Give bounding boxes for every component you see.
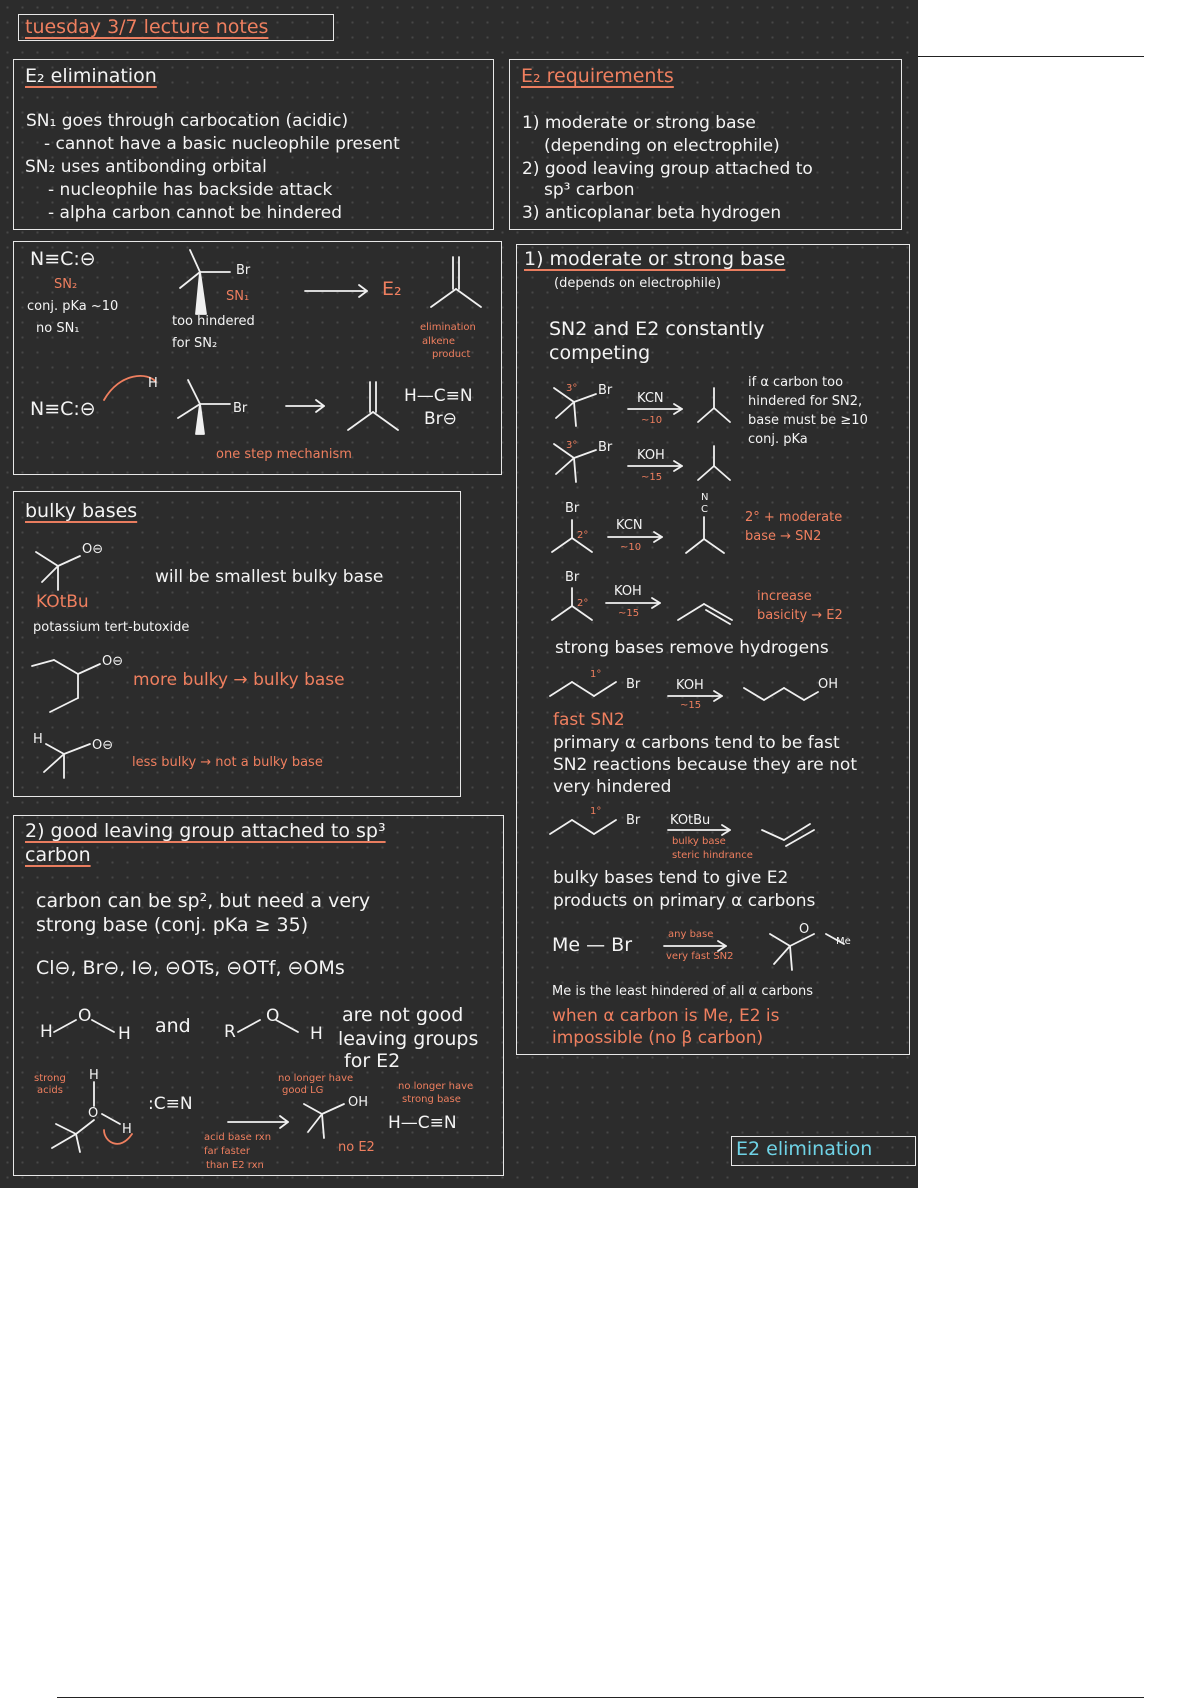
top-rule [918, 56, 1144, 57]
water-h-right: H [118, 1024, 131, 1044]
deg1-label-2: 1° [590, 806, 602, 817]
note-hindered-1: if α carbon too [748, 375, 844, 390]
note-increase-1: increase [757, 589, 812, 604]
bulky-alkoxide-structure [30, 656, 110, 716]
o-minus-2: O⊖ [102, 654, 124, 669]
reaction-arrow-1 [305, 283, 375, 299]
competing-1: SN2 and E2 constantly [549, 318, 765, 340]
requirement-3: 3) anticoplanar beta hydrogen [522, 203, 782, 223]
moderate-base-title: 1) moderate or strong base [524, 248, 786, 270]
not-good-3: for E2 [344, 1050, 401, 1072]
elim-product-1: elimination [420, 322, 476, 333]
pk10-label-2: ~10 [620, 542, 642, 553]
br-label-2: Br [233, 401, 248, 416]
isopropyl-bromide-structure-1 [548, 518, 602, 558]
primary-2: SN2 reactions because they are not [553, 755, 857, 775]
requirement-1: 1) moderate or strong base [522, 113, 756, 133]
competing-2: competing [549, 342, 651, 364]
note-sn2-2: base → SN2 [745, 529, 822, 544]
tert-butyl-methyl-ether-structure [766, 926, 866, 972]
ether-me: Me [836, 936, 851, 947]
alcohol-r: R [224, 1022, 236, 1042]
water-h-left: H [40, 1022, 53, 1042]
least-hindered-label: Me is the least hindered of all α carbons [552, 984, 814, 999]
not-good-2: leaving groups [338, 1028, 479, 1050]
koh-reagent-3: KOH [676, 678, 704, 693]
page-title: tuesday 3/7 lecture notes [25, 16, 269, 38]
alcohol-h: H [310, 1024, 323, 1044]
bromide-ion: Br⊖ [424, 409, 457, 429]
br-label-5: Br [565, 501, 580, 516]
curved-arrow-structure [100, 370, 250, 440]
deg2-label-1: 2° [577, 530, 589, 541]
no-longer-lg-1: no longer have [278, 1073, 354, 1084]
kcn-reagent-1: KCN [637, 391, 664, 406]
propyl-bromide-structure-2 [548, 810, 628, 840]
propanol-oh: OH [818, 677, 839, 692]
methyl-bromide: Me — Br [552, 934, 633, 956]
elim-product-3: product [432, 349, 471, 360]
pk15-label-2: ~15 [618, 608, 640, 619]
pk15-label-1: ~15 [641, 472, 663, 483]
leaving-group-title-1: 2) good leaving group attached to sp³ [25, 820, 386, 842]
br-label-7: Br [626, 677, 641, 692]
no-sn1-label: no SN₁ [36, 321, 80, 336]
br-label-6: Br [565, 570, 580, 585]
nitrile-c: C [701, 504, 708, 515]
bulky-give-2: products on primary α carbons [553, 891, 816, 911]
too-hindered-2: for SN₂ [172, 336, 218, 351]
propene-structure [676, 596, 736, 626]
note-hindered-2: hindered for SN2, [748, 394, 863, 409]
isobutene-structure-1 [694, 386, 736, 428]
e2-line-4: - nucleophile has backside attack [48, 180, 333, 200]
one-step-label: one step mechanism [216, 447, 352, 462]
note-hindered-3: base must be ≥10 [748, 413, 868, 428]
sn2-label: SN₂ [54, 277, 78, 292]
bulky-bases-title: bulky bases [25, 500, 138, 522]
tert-butanol-oh: OH [348, 1095, 369, 1110]
no-longer-base-1: no longer have [398, 1081, 474, 1092]
steric-hindrance-label: steric hindrance [672, 850, 753, 861]
e2-label: E₂ [382, 278, 402, 300]
kotbu-reagent: KOtBu [670, 813, 711, 828]
koh-reagent-2: KOH [614, 584, 642, 599]
hcn-product: H—C≡N [404, 386, 473, 406]
acid-base-2: far faster [204, 1146, 250, 1157]
br-label-8: Br [626, 813, 641, 828]
hcn-label: H—C≡N [388, 1113, 457, 1133]
moderate-base-subtitle: (depends on electrophile) [554, 276, 721, 291]
isopropyl-bromide-structure-2 [548, 586, 602, 626]
reaction-arrow-kcn-1 [628, 402, 688, 416]
o-minus-1: O⊖ [82, 542, 104, 557]
smallest-bulky-label: will be smallest bulky base [155, 567, 384, 587]
tert-butyl-bromide-structure [170, 248, 240, 318]
alkene-product-structure-2 [342, 380, 402, 436]
e2-line-3: SN₂ uses antibonding orbital [25, 157, 267, 177]
koh-reagent-1: KOH [637, 448, 665, 463]
alcohol-o: O [266, 1006, 280, 1026]
acid-h-top: H [89, 1068, 99, 1083]
acid-base-3: than E2 rxn [206, 1160, 264, 1171]
deg3-label-1: 3° [566, 383, 578, 394]
isobutene-structure-2 [694, 444, 736, 486]
e2-line-5: - alpha carbon cannot be hindered [48, 203, 343, 223]
deg2-label-2: 2° [577, 598, 589, 609]
lg-line-2: strong base (conj. pKa ≥ 35) [36, 914, 309, 936]
strong-acids-2: acids [37, 1085, 63, 1096]
and-label: and [155, 1015, 191, 1037]
reaction-arrow-2 [286, 398, 330, 414]
primary-3: very hindered [553, 777, 672, 797]
h-label-2: H [33, 732, 43, 747]
more-bulky-label: more bulky → bulky base [133, 670, 345, 690]
elim-product-2: alkene [422, 336, 455, 347]
deg3-label-2: 3° [566, 440, 578, 451]
bulky-base-label: bulky base [672, 836, 726, 847]
strong-remove-label: strong bases remove hydrogens [555, 638, 829, 658]
nitrile-n: N [701, 492, 709, 503]
impossible-1: when α carbon is Me, E2 is [552, 1006, 780, 1026]
potassium-tert-butoxide: potassium tert-butoxide [33, 620, 190, 635]
bottom-rule [57, 1697, 1144, 1698]
reaction-arrow-kotbu [668, 823, 738, 837]
pk15-label-3: ~15 [680, 700, 702, 711]
sn1-label: SN₁ [226, 289, 250, 304]
e2-requirements-title: E₂ requirements [521, 65, 674, 87]
kcn-reagent-2: KCN [616, 518, 643, 533]
fast-sn2-label: fast SN2 [553, 710, 625, 730]
cyanide-anion: :C≡N [148, 1094, 193, 1114]
acid-base-1: acid base rxn [204, 1132, 272, 1143]
reaction-arrow-koh-1 [628, 459, 688, 473]
leaving-groups-list: Cl⊖, Br⊖, I⊖, ⊖OTs, ⊖OTf, ⊖OMs [36, 957, 345, 979]
too-hindered-1: too hindered [172, 314, 255, 329]
isobutyronitrile-structure [682, 515, 732, 559]
reaction-arrow-3 [228, 1114, 294, 1130]
nitrile-anion: N≡C:⊖ [30, 248, 96, 270]
propanol-structure [742, 676, 822, 706]
e2-elimination-title: E₂ elimination [25, 65, 157, 87]
h-label-1: H [148, 376, 158, 391]
conj-pka-label: conj. pKa ~10 [27, 299, 119, 314]
no-longer-lg-2: good LG [282, 1085, 324, 1096]
bulky-give-1: bulky bases tend to give E2 [553, 868, 789, 888]
alkene-product-structure [425, 255, 485, 315]
lg-line-1: carbon can be sp², but need a very [36, 890, 371, 912]
topic-tag: E2 elimination [736, 1138, 873, 1160]
propene-structure-2 [760, 816, 820, 846]
acid-o: O [88, 1106, 99, 1121]
e2-line-2: - cannot have a basic nucleophile present [44, 134, 400, 154]
o-minus-3: O⊖ [92, 738, 114, 753]
water-o: O [78, 1006, 92, 1026]
very-fast-sn2-label: very fast SN2 [666, 951, 734, 962]
impossible-2: impossible (no β carbon) [552, 1028, 764, 1048]
strong-acids-1: strong [34, 1073, 66, 1084]
not-good-1: are not good [342, 1004, 464, 1026]
e2-line-1: SN₁ goes through carbocation (acidic) [26, 111, 349, 131]
deg1-label-1: 1° [590, 669, 602, 680]
requirement-2: 2) good leaving group attached to [522, 159, 813, 179]
kotbu-label: KOtBu [36, 592, 89, 612]
primary-1: primary α carbons tend to be fast [553, 733, 840, 753]
requirement-1-note: (depending on electrophile) [544, 136, 780, 156]
less-bulky-label: less bulky → not a bulky base [132, 755, 323, 770]
note-hindered-4: conj. pKa [748, 432, 808, 447]
requirement-2-note: sp³ carbon [544, 180, 635, 200]
br-label-1: Br [236, 263, 251, 278]
any-base-label: any base [668, 929, 714, 940]
acid-h-right: H [122, 1122, 132, 1137]
br-label-4: Br [598, 440, 613, 455]
no-e2-label: no E2 [338, 1140, 375, 1155]
propyl-bromide-structure [548, 672, 628, 702]
note-sn2-1: 2° + moderate [745, 510, 843, 525]
note-increase-2: basicity → E2 [757, 608, 843, 623]
br-label-3: Br [598, 383, 613, 398]
ether-o: O [799, 922, 810, 937]
nitrile-anion-2: N≡C:⊖ [30, 398, 96, 420]
pk10-label-1: ~10 [641, 415, 663, 426]
leaving-group-title-2: carbon [25, 844, 91, 866]
no-longer-base-2: strong base [402, 1094, 461, 1105]
